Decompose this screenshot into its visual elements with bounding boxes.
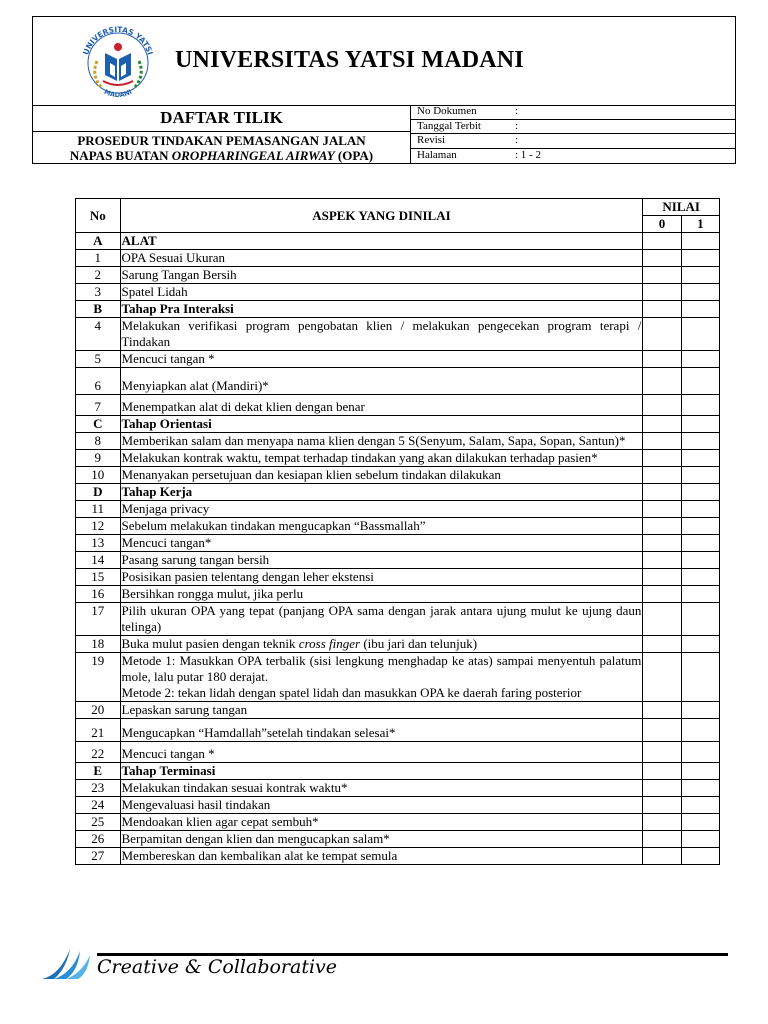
aspect-text: Tahap Kerja bbox=[121, 484, 193, 499]
aspect-text: Posisikan pasien telentang dengan leher ekstensi bbox=[121, 569, 374, 584]
score-0-cell[interactable] bbox=[643, 797, 681, 814]
procedure-line-1: PROSEDUR TINDAKAN PEMASANGAN JALAN bbox=[77, 133, 366, 148]
meta-label: Tanggal Terbit bbox=[417, 119, 481, 132]
row-number: E bbox=[76, 763, 121, 780]
score-1-cell[interactable] bbox=[681, 719, 719, 742]
score-0-cell[interactable] bbox=[643, 702, 681, 719]
aspect-text: Memberikan salam dan menyapa nama klien dengan 5 S(Senyum, Salam, Sapa, Sopan, Santun)* bbox=[121, 433, 626, 448]
row-number: 10 bbox=[76, 467, 121, 484]
table-row bbox=[76, 848, 720, 865]
meta-row bbox=[411, 105, 735, 120]
meta-value: : 1 - 2 bbox=[515, 148, 541, 161]
meta-value: : bbox=[515, 119, 519, 132]
score-0-cell[interactable] bbox=[643, 742, 681, 763]
aspect-text: Mencuci tangan * bbox=[121, 351, 215, 366]
row-number: 1 bbox=[76, 250, 121, 267]
aspect-text: Menempatkan alat di dekat klien dengan benar bbox=[121, 399, 365, 414]
row-aspect bbox=[120, 484, 643, 501]
score-0-cell[interactable] bbox=[643, 267, 681, 284]
aspect-text: Metode 1: Masukkan OPA terbalik (sisi lengkung menghadap ke atas) sampai menyentuh palatum mole, lalu putar 180 derajat. bbox=[121, 653, 642, 684]
table-row bbox=[76, 569, 720, 586]
row-number: 20 bbox=[76, 702, 121, 719]
meta-row bbox=[411, 149, 735, 164]
row-aspect bbox=[120, 368, 643, 395]
aspect-text: Bersihkan rongga mulut, jika perlu bbox=[121, 586, 304, 601]
table-row bbox=[76, 552, 720, 569]
aspect-text: ALAT bbox=[121, 233, 157, 248]
score-0-cell[interactable] bbox=[643, 831, 681, 848]
score-1-cell[interactable] bbox=[681, 395, 719, 416]
row-aspect bbox=[120, 301, 643, 318]
score-0-cell[interactable] bbox=[643, 501, 681, 518]
row-aspect bbox=[120, 780, 643, 797]
aspect-text: Melakukan verifikasi program pengobatan klien / melakukan pengecekan program terapi / Tindakan bbox=[121, 318, 642, 349]
table-row bbox=[76, 467, 720, 484]
score-1-cell[interactable] bbox=[681, 586, 719, 603]
score-1-cell[interactable] bbox=[681, 780, 719, 797]
score-0-cell[interactable] bbox=[643, 569, 681, 586]
row-number: 16 bbox=[76, 586, 121, 603]
aspect-text: Metode 2: tekan lidah dengan spatel lidah dan masukkan OPA ke daerah faring posterior bbox=[121, 685, 582, 700]
aspect-text: Mendoakan klien agar cepat sembuh* bbox=[121, 814, 319, 829]
section-row bbox=[76, 233, 720, 250]
table-row bbox=[76, 719, 720, 742]
score-0-cell[interactable] bbox=[643, 467, 681, 484]
aspect-text: Mengevaluasi hasil tindakan bbox=[121, 797, 271, 812]
score-1-cell[interactable] bbox=[681, 552, 719, 569]
procedure-line-2-c: (OPA) bbox=[334, 148, 374, 163]
aspect-text: Sebelum melakukan tindakan mengucapkan “Bassmallah” bbox=[121, 518, 426, 533]
table-row bbox=[76, 814, 720, 831]
meta-row bbox=[411, 134, 735, 149]
score-1-cell[interactable] bbox=[681, 467, 719, 484]
procedure-title bbox=[33, 133, 410, 163]
row-number: 6 bbox=[76, 368, 121, 395]
score-0-cell[interactable] bbox=[643, 653, 681, 702]
aspect-text: Melakukan kontrak waktu, tempat terhadap tindakan yang akan dilakukan terhadap pasien* bbox=[121, 450, 598, 465]
table-row bbox=[76, 351, 720, 368]
table-row bbox=[76, 831, 720, 848]
meta-label: Revisi bbox=[417, 134, 446, 146]
table-row bbox=[76, 636, 720, 653]
score-0-cell[interactable] bbox=[643, 450, 681, 467]
score-1-cell[interactable] bbox=[681, 814, 719, 831]
score-1-cell[interactable] bbox=[681, 484, 719, 501]
table-row bbox=[76, 518, 720, 535]
row-number: 23 bbox=[76, 780, 121, 797]
table-row bbox=[76, 586, 720, 603]
row-number: 3 bbox=[76, 284, 121, 301]
header-aspect: ASPEK YANG DINILAI bbox=[120, 199, 643, 233]
score-0-cell[interactable] bbox=[643, 586, 681, 603]
score-1-cell[interactable] bbox=[681, 301, 719, 318]
aspect-text: OPA Sesuai Ukuran bbox=[121, 250, 226, 265]
row-number: 9 bbox=[76, 450, 121, 467]
table-row bbox=[76, 742, 720, 763]
row-number: 2 bbox=[76, 267, 121, 284]
procedure-line-2-b: OROPHARINGEAL AIRWAY bbox=[171, 148, 335, 163]
aspect-text-italic: cross finger bbox=[298, 636, 361, 651]
score-1-cell[interactable] bbox=[681, 450, 719, 467]
aspect-text: Sarung Tangan Bersih bbox=[121, 267, 237, 282]
aspect-text: Buka mulut pasien dengan teknik bbox=[121, 636, 299, 651]
header-score-0: 0 bbox=[643, 216, 681, 233]
score-1-cell[interactable] bbox=[681, 831, 719, 848]
table-row bbox=[76, 267, 720, 284]
score-1-cell[interactable] bbox=[681, 797, 719, 814]
checklist-table bbox=[75, 198, 720, 865]
score-1-cell[interactable] bbox=[681, 742, 719, 763]
score-0-cell[interactable] bbox=[643, 284, 681, 301]
row-aspect bbox=[120, 603, 643, 636]
score-0-cell[interactable] bbox=[643, 368, 681, 395]
aspect-text: Mencuci tangan * bbox=[121, 746, 215, 761]
table-row bbox=[76, 433, 720, 450]
row-aspect bbox=[120, 395, 643, 416]
row-aspect bbox=[120, 467, 643, 484]
score-0-cell[interactable] bbox=[643, 848, 681, 865]
score-0-cell[interactable] bbox=[643, 351, 681, 368]
aspect-text: Mencuci tangan* bbox=[121, 535, 212, 550]
row-aspect bbox=[120, 586, 643, 603]
row-number: D bbox=[76, 484, 121, 501]
footer-tagline: Creative & Collaborative bbox=[97, 956, 338, 978]
score-1-cell[interactable] bbox=[681, 416, 719, 433]
header-top bbox=[33, 17, 735, 106]
row-aspect bbox=[120, 848, 643, 865]
aspect-text: Tahap Pra Interaksi bbox=[121, 301, 234, 316]
row-aspect bbox=[120, 763, 643, 780]
score-1-cell[interactable] bbox=[681, 569, 719, 586]
row-number: 24 bbox=[76, 797, 121, 814]
svg-text:UNIVERSITAS YATSI bbox=[81, 25, 155, 56]
row-number: A bbox=[76, 233, 121, 250]
table-row bbox=[76, 395, 720, 416]
section-row bbox=[76, 416, 720, 433]
score-0-cell[interactable] bbox=[643, 518, 681, 535]
meta-label: Halaman bbox=[417, 148, 457, 161]
row-number: 12 bbox=[76, 518, 121, 535]
score-1-cell[interactable] bbox=[681, 501, 719, 518]
row-aspect bbox=[120, 535, 643, 552]
footer-wave-logo-icon bbox=[40, 945, 92, 981]
aspect-text: (ibu jari dan telunjuk) bbox=[360, 636, 478, 651]
document-header bbox=[32, 16, 736, 164]
row-aspect bbox=[120, 250, 643, 267]
score-0-cell[interactable] bbox=[643, 233, 681, 250]
row-number: 7 bbox=[76, 395, 121, 416]
university-logo-icon bbox=[77, 23, 159, 101]
aspect-text: Melakukan tindakan sesuai kontrak waktu* bbox=[121, 780, 348, 795]
score-1-cell[interactable] bbox=[681, 318, 719, 351]
row-number: 8 bbox=[76, 433, 121, 450]
score-0-cell[interactable] bbox=[643, 250, 681, 267]
header-no: No bbox=[76, 199, 121, 233]
row-aspect bbox=[120, 501, 643, 518]
row-number: 5 bbox=[76, 351, 121, 368]
aspect-text: Berpamitan dengan klien dan mengucapkan salam* bbox=[121, 831, 390, 846]
section-row bbox=[76, 301, 720, 318]
score-0-cell[interactable] bbox=[643, 484, 681, 501]
score-1-cell[interactable] bbox=[681, 653, 719, 702]
meta-label: No Dokumen bbox=[417, 105, 477, 117]
score-0-cell[interactable] bbox=[643, 719, 681, 742]
aspect-text: Menjaga privacy bbox=[121, 501, 210, 516]
table-row bbox=[76, 653, 720, 702]
score-1-cell[interactable] bbox=[681, 250, 719, 267]
row-aspect bbox=[120, 569, 643, 586]
svg-text:MADANI bbox=[103, 88, 133, 99]
aspect-text: Lepaskan sarung tangan bbox=[121, 702, 248, 717]
aspect-text: Tahap Orientasi bbox=[121, 416, 212, 431]
score-1-cell[interactable] bbox=[681, 233, 719, 250]
score-0-cell[interactable] bbox=[643, 433, 681, 450]
score-1-cell[interactable] bbox=[681, 535, 719, 552]
row-number: 27 bbox=[76, 848, 121, 865]
row-aspect bbox=[120, 814, 643, 831]
table-row bbox=[76, 501, 720, 518]
row-number: C bbox=[76, 416, 121, 433]
row-aspect bbox=[120, 797, 643, 814]
header-title-block bbox=[33, 105, 411, 163]
meta-value: : bbox=[515, 134, 519, 146]
procedure-line-2-a: NAPAS BUATAN bbox=[69, 148, 172, 163]
score-0-cell[interactable] bbox=[643, 395, 681, 416]
table-row bbox=[76, 603, 720, 636]
aspect-text: Tahap Terminasi bbox=[121, 763, 216, 778]
document-title: DAFTAR TILIK bbox=[33, 105, 410, 132]
row-aspect bbox=[120, 831, 643, 848]
table-row bbox=[76, 284, 720, 301]
row-number: 17 bbox=[76, 603, 121, 636]
aspect-text: Spatel Lidah bbox=[121, 284, 188, 299]
row-aspect bbox=[120, 416, 643, 433]
aspect-text: Membereskan dan kembalikan alat ke tempat semula bbox=[121, 848, 398, 863]
row-number: 13 bbox=[76, 535, 121, 552]
section-row bbox=[76, 763, 720, 780]
aspect-text: Pasang sarung tangan bersih bbox=[121, 552, 270, 567]
row-aspect bbox=[120, 450, 643, 467]
table-row bbox=[76, 368, 720, 395]
aspect-text: Menanyakan persetujuan dan kesiapan klien sebelum tindakan dilakukan bbox=[121, 467, 501, 482]
table-row bbox=[76, 250, 720, 267]
score-1-cell[interactable] bbox=[681, 368, 719, 395]
row-number: 22 bbox=[76, 742, 121, 763]
row-number: 26 bbox=[76, 831, 121, 848]
row-number: 19 bbox=[76, 653, 121, 702]
row-aspect bbox=[120, 284, 643, 301]
score-1-cell[interactable] bbox=[681, 702, 719, 719]
score-1-cell[interactable] bbox=[681, 518, 719, 535]
logo-arc-top: UNIVERSITAS YATSI bbox=[81, 24, 155, 56]
score-1-cell[interactable] bbox=[681, 763, 719, 780]
score-1-cell[interactable] bbox=[681, 433, 719, 450]
aspect-text: Mengucapkan “Hamdallah”setelah tindakan selesai* bbox=[121, 725, 396, 740]
table-row bbox=[76, 318, 720, 351]
score-0-cell[interactable] bbox=[643, 780, 681, 797]
score-0-cell[interactable] bbox=[643, 416, 681, 433]
score-0-cell[interactable] bbox=[643, 318, 681, 351]
header-score-1: 1 bbox=[681, 216, 719, 233]
score-1-cell[interactable] bbox=[681, 636, 719, 653]
table-row bbox=[76, 797, 720, 814]
row-number: 21 bbox=[76, 719, 121, 742]
table-row bbox=[76, 780, 720, 797]
meta-value: : bbox=[515, 105, 519, 117]
row-number: 4 bbox=[76, 318, 121, 351]
row-aspect bbox=[120, 742, 643, 763]
score-0-cell[interactable] bbox=[643, 814, 681, 831]
row-number: 15 bbox=[76, 569, 121, 586]
procedure-line-2 bbox=[33, 148, 410, 163]
score-0-cell[interactable] bbox=[643, 603, 681, 636]
score-0-cell[interactable] bbox=[643, 535, 681, 552]
checklist-rows bbox=[76, 233, 720, 865]
row-aspect bbox=[120, 351, 643, 368]
aspect-text: Pilih ukuran OPA yang tepat (panjang OPA sama dengan jarak antara ujung mulut ke ujung daun telinga) bbox=[121, 603, 642, 634]
row-aspect bbox=[120, 552, 643, 569]
table-row bbox=[76, 535, 720, 552]
row-aspect bbox=[120, 233, 643, 250]
row-aspect bbox=[120, 318, 643, 351]
row-number: 25 bbox=[76, 814, 121, 831]
row-aspect bbox=[120, 702, 643, 719]
row-aspect bbox=[120, 267, 643, 284]
row-number: 11 bbox=[76, 501, 121, 518]
table-row bbox=[76, 450, 720, 467]
score-1-cell[interactable] bbox=[681, 284, 719, 301]
score-0-cell[interactable] bbox=[643, 636, 681, 653]
score-0-cell[interactable] bbox=[643, 763, 681, 780]
row-number: 18 bbox=[76, 636, 121, 653]
score-1-cell[interactable] bbox=[681, 848, 719, 865]
logo-arc-bottom: MADANI bbox=[102, 87, 134, 100]
table-row bbox=[76, 702, 720, 719]
document-meta bbox=[411, 105, 735, 163]
row-aspect bbox=[120, 433, 643, 450]
score-0-cell[interactable] bbox=[643, 301, 681, 318]
row-aspect bbox=[120, 719, 643, 742]
university-name: UNIVERSITAS YATSI MADANI bbox=[175, 47, 524, 73]
row-aspect bbox=[120, 653, 643, 702]
row-number: 14 bbox=[76, 552, 121, 569]
score-1-cell[interactable] bbox=[681, 267, 719, 284]
score-1-cell[interactable] bbox=[681, 603, 719, 636]
row-number: B bbox=[76, 301, 121, 318]
row-aspect bbox=[120, 518, 643, 535]
meta-row bbox=[411, 120, 735, 135]
header-score: NILAI bbox=[643, 199, 720, 216]
row-aspect bbox=[120, 636, 643, 653]
aspect-text: Menyiapkan alat (Mandiri)* bbox=[121, 378, 269, 393]
score-1-cell[interactable] bbox=[681, 351, 719, 368]
score-0-cell[interactable] bbox=[643, 552, 681, 569]
section-row bbox=[76, 484, 720, 501]
